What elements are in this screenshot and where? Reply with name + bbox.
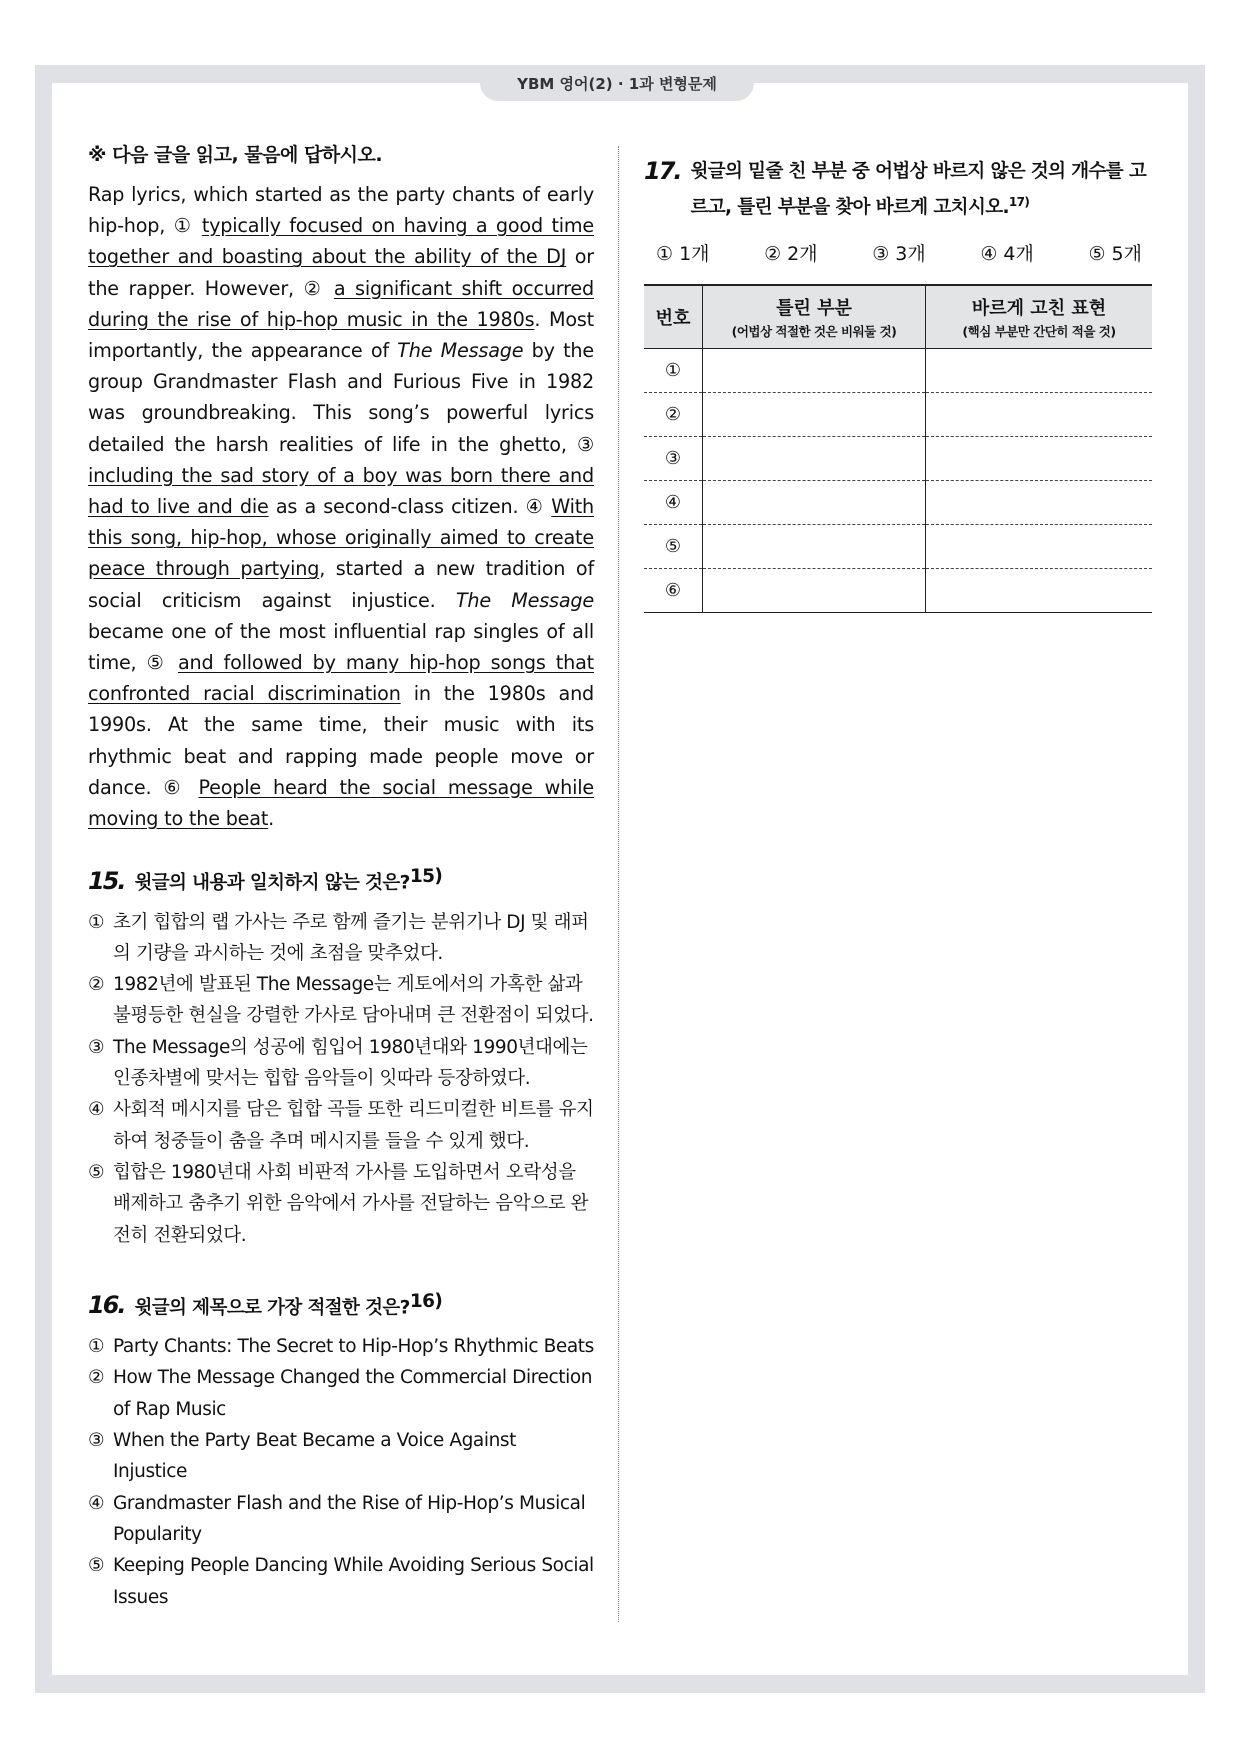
count-option-5[interactable]: ⑤ 5개 <box>1088 243 1142 266</box>
count-option-3[interactable]: ③ 3개 <box>872 243 926 266</box>
underline-4: With this song, hip-hop, whose originally aimed to create peace through partying <box>88 495 594 581</box>
table-row <box>644 349 1152 393</box>
passage <box>88 179 594 834</box>
song-title: The Message <box>455 588 594 612</box>
option-3[interactable] <box>88 1032 594 1095</box>
option-mark: ④ <box>88 1099 105 1121</box>
correction-table <box>644 284 1152 613</box>
corrected-cell[interactable] <box>926 437 1153 481</box>
corrected-cell[interactable] <box>926 525 1153 569</box>
marker-1: ① <box>173 214 194 238</box>
row-number: ① <box>644 349 703 393</box>
question-15-options <box>88 907 594 1251</box>
option-mark: ④ <box>88 1492 105 1514</box>
passage-text: became one of the most influential rap singles of all time, <box>88 619 594 675</box>
option-text: Party Chants: The Secret to Hip-Hop’s Rhythmic Beats <box>113 1336 594 1358</box>
option-mark: ⑤ <box>88 1161 105 1183</box>
option-1[interactable] <box>88 907 594 970</box>
wrong-part-cell[interactable] <box>703 437 926 481</box>
count-options <box>656 239 1142 266</box>
underline-5: and followed by many hip-hop songs that confronted racial discrimination <box>88 651 594 706</box>
option-4[interactable] <box>88 1094 594 1157</box>
wrong-part-cell[interactable] <box>703 525 926 569</box>
question-16 <box>88 1291 594 1613</box>
option-1[interactable] <box>88 1331 594 1362</box>
passage-text: as a second-class citizen. <box>268 495 526 519</box>
option-text: Keeping People Dancing While Avoiding Serious Social Issues <box>113 1555 594 1608</box>
option-mark: ① <box>88 911 105 933</box>
table-row <box>644 525 1152 569</box>
underline-1: typically focused on having a good time together and boasting about the ability of the DJ <box>88 214 594 269</box>
corrected-cell[interactable] <box>926 569 1153 613</box>
wrong-part-cell[interactable] <box>703 481 926 525</box>
option-5[interactable] <box>88 1550 594 1613</box>
header-wrong-part-label: 틀린 부분 <box>776 298 852 320</box>
count-option-4[interactable]: ④ 4개 <box>980 243 1034 266</box>
column-divider <box>618 146 619 1622</box>
marker-3: ③ <box>576 432 594 456</box>
question-number: 17. <box>644 157 681 185</box>
option-text: When the Party Beat Became a Voice Against Injustice <box>113 1430 517 1483</box>
header-corrected-label: 바르게 고친 표현 <box>971 298 1107 320</box>
wrong-part-cell[interactable] <box>703 569 926 613</box>
left-column <box>88 140 594 1613</box>
passage-text: , started a new tradition of social criticism against injustice. <box>88 557 594 612</box>
marker-2: ② <box>303 276 325 300</box>
option-2[interactable] <box>88 1362 594 1425</box>
option-mark: ⑤ <box>88 1555 105 1577</box>
row-number: ⑤ <box>644 525 703 569</box>
question-number: 16. <box>88 1291 125 1320</box>
wrong-part-cell[interactable] <box>703 349 926 393</box>
question-text: 윗글의 제목으로 가장 적절한 것은? <box>134 1297 410 1319</box>
corrected-cell[interactable] <box>926 393 1153 437</box>
option-text: 사회적 메시지를 담은 힙합 곡들 또한 리드미컬한 비트를 유지하여 청중들이 춤을 추며 메시지를 들을 수 있게 했다. <box>113 1099 594 1152</box>
option-text: 초기 힙합의 랩 가사는 주로 함께 즐기는 분위기나 DJ 및 래퍼의 기량을 과시하는 것에 초점을 맞추었다. <box>113 911 589 964</box>
row-number: ③ <box>644 437 703 481</box>
passage-text: . <box>268 807 275 831</box>
option-5[interactable] <box>88 1157 594 1251</box>
question-number: 15. <box>88 866 125 895</box>
question-ref: 17) <box>1008 195 1030 209</box>
header-corrected-note: (핵심 부분만 간단히 적을 것) <box>962 324 1116 340</box>
option-mark: ② <box>88 1367 105 1389</box>
option-text: 힙합은 1980년대 사회 비판적 가사를 도입하면서 오락성을 배제하고 춤추기 위한 음악에서 가사를 전달하는 음악으로 완전히 전환되었다. <box>113 1161 589 1246</box>
header-corrected <box>926 285 1153 349</box>
table-row <box>644 393 1152 437</box>
marker-6: ⑥ <box>163 775 187 799</box>
header-wrong-part <box>703 285 926 349</box>
marker-5: ⑤ <box>146 651 168 675</box>
row-number: ④ <box>644 481 703 525</box>
question-15-title <box>88 866 594 894</box>
header-wrong-part-note: (어법상 적절한 것은 비워둘 것) <box>731 324 897 340</box>
passage-text: or the rapper. However, <box>88 245 594 300</box>
option-text: 1982년에 발표된 The Message는 게토에서의 가혹한 삶과 불평등한 현실을 강렬한 가사로 담아내며 큰 전환점이 되었다. <box>113 974 594 1027</box>
question-17-text-wrap <box>691 156 1152 223</box>
corrected-cell[interactable] <box>926 481 1153 525</box>
option-mark: ③ <box>88 1036 105 1058</box>
option-3[interactable] <box>88 1425 594 1488</box>
corrected-cell[interactable] <box>926 349 1153 393</box>
right-column <box>644 156 1152 613</box>
marker-4: ④ <box>525 495 544 519</box>
question-15 <box>88 866 594 1251</box>
question-16-options <box>88 1331 594 1613</box>
underline-2: a significant shift occurred during the rise of hip-hop music in the 1980s <box>88 276 594 331</box>
option-text: The Message의 성공에 힘입어 1980년대와 1990년대에는 인종차별에 맞서는 힙합 음악들이 잇따라 등장하였다. <box>113 1036 588 1090</box>
option-text: How The Message Changed the Commercial Direction of Rap Music <box>113 1367 593 1420</box>
table-row <box>644 569 1152 613</box>
instruction: ※ 다음 글을 읽고, 물음에 답하시오. <box>88 144 383 166</box>
option-2[interactable] <box>88 969 594 1032</box>
question-text: 윗글의 내용과 일치하지 않는 것은? <box>134 872 410 894</box>
table-row <box>644 437 1152 481</box>
option-4[interactable] <box>88 1488 594 1551</box>
underline-3: including the sad story of a boy was born there and had to live and die <box>88 463 594 519</box>
row-number: ② <box>644 393 703 437</box>
count-option-1[interactable]: ① 1개 <box>656 243 710 266</box>
question-ref: 15) <box>409 866 443 888</box>
header-title: YBM 영어(2) · 1과 변형문제 <box>480 65 754 101</box>
option-text: Grandmaster Flash and the Rise of Hip-Hop’s Musical Popularity <box>113 1492 586 1545</box>
option-mark: ③ <box>88 1430 105 1452</box>
question-16-title <box>88 1291 594 1319</box>
passage-text: Rap lyrics, which started as the party chants of early hip-hop, <box>88 183 594 238</box>
question-text: 윗글의 밑줄 친 부분 중 어법상 바르지 않은 것의 개수를 고르고, 틀린 부분을 찾아 바르게 고치시오. <box>690 161 1147 219</box>
passage-text: by the group Grandmaster Flash and Furious Five in 1982 was groundbreaking. This song’s powerful lyrics detailed the harsh realities of life in the ghetto, <box>88 339 594 456</box>
wrong-part-cell[interactable] <box>703 393 926 437</box>
underline-6: People heard the social message while moving to the beat <box>88 775 594 831</box>
song-title: The Message <box>397 339 524 363</box>
count-option-2[interactable]: ② 2개 <box>764 243 818 266</box>
row-number: ⑥ <box>644 569 703 613</box>
header-number: 번호 <box>644 285 703 349</box>
passage-text: in the 1980s and 1990s. At the same time, their music with its rhythmic beat and rapping made people move or dance. <box>88 682 595 799</box>
table-header-row <box>644 285 1152 349</box>
option-mark: ② <box>88 974 105 996</box>
question-ref: 16) <box>409 1290 443 1312</box>
passage-text: . Most importantly, the appearance of <box>88 307 594 363</box>
question-17-title <box>644 156 1152 223</box>
table-row <box>644 481 1152 525</box>
option-mark: ① <box>88 1336 105 1358</box>
